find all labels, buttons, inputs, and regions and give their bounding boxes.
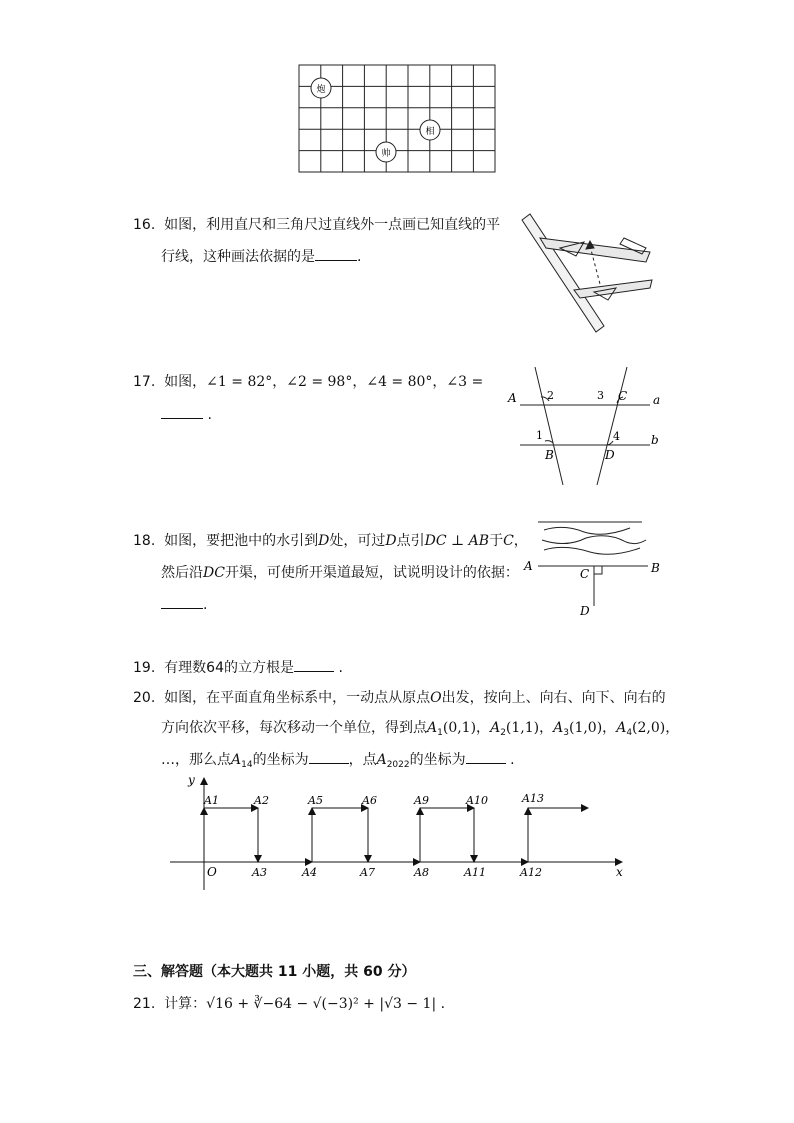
pond-canal-figure — [522, 516, 670, 621]
svg-text:D: D — [605, 448, 615, 462]
svg-text:O: O — [207, 865, 217, 879]
parallel-lines-figure — [505, 365, 670, 490]
svg-text:A: A — [524, 559, 533, 573]
svg-text:A8: A8 — [414, 866, 429, 879]
q20-line1: 20. 如图，在平面直角坐标系中，一动点从原点O出发，按向上、向右、向下、向右的 — [133, 690, 666, 706]
svg-text:B: B — [651, 561, 660, 575]
chess-piece-pao — [311, 78, 331, 98]
q18-answer-blank[interactable] — [161, 594, 203, 609]
svg-text:帅: 帅 — [381, 149, 391, 159]
svg-text:A: A — [508, 391, 517, 405]
svg-text:C: C — [618, 389, 628, 403]
q20-answer-blank-2[interactable] — [466, 749, 506, 764]
q21-line: 21. 计算：√16 + ∛−64 − √(−3)² + |√3 − 1| . — [133, 996, 446, 1012]
svg-text:1: 1 — [536, 429, 543, 442]
q19-number: 19. — [133, 660, 156, 676]
q18-line2: 然后沿DC开渠，可使所开渠道最短，试说明设计的依据： — [161, 565, 519, 581]
svg-text:相: 相 — [425, 127, 435, 137]
svg-text:A10: A10 — [466, 794, 488, 807]
q17-line1: 17. 如图，∠1 = 82°，∠2 = 98°，∠4 = 80°，∠3 = — [133, 374, 484, 390]
coordinate-path-figure — [170, 770, 630, 895]
q18-line1: 18. 如图，要把池中的水引到D处，可过D点引DC ⊥ AB于C， — [133, 533, 528, 549]
q19-answer-blank[interactable] — [294, 657, 334, 672]
svg-text:y: y — [188, 773, 195, 787]
svg-text:x: x — [616, 865, 623, 879]
ruler-triangle-figure — [520, 208, 660, 338]
q17-answer-blank[interactable] — [161, 404, 203, 419]
svg-text:A3: A3 — [252, 866, 267, 879]
svg-text:3: 3 — [597, 389, 604, 402]
svg-text:C: C — [580, 567, 590, 581]
svg-text:A1: A1 — [204, 794, 219, 807]
q18-number: 18. — [133, 533, 156, 549]
q16-number: 16. — [133, 217, 156, 233]
svg-text:A2: A2 — [254, 794, 269, 807]
q19-line: 19. 有理数64的立方根是 . — [133, 657, 343, 678]
bottom-point-labels — [251, 866, 542, 879]
q18-line3: . — [161, 594, 207, 615]
svg-text:A13: A13 — [522, 792, 544, 805]
svg-text:A11: A11 — [464, 866, 486, 879]
svg-text:D: D — [580, 604, 590, 618]
q20-number: 20. — [133, 690, 156, 706]
svg-text:2: 2 — [547, 389, 554, 402]
q16-answer-blank[interactable] — [315, 246, 357, 261]
q17-line2: . — [161, 404, 212, 425]
top-point-labels — [203, 792, 544, 807]
svg-text:A7: A7 — [360, 866, 375, 879]
svg-text:4: 4 — [613, 430, 620, 443]
q20-answer-blank-1[interactable] — [309, 749, 349, 764]
svg-text:炮: 炮 — [316, 85, 326, 95]
q16-line2: 行线，这种画法依据的是 . — [161, 246, 361, 267]
q17-number: 17. — [133, 374, 156, 390]
svg-text:A12: A12 — [520, 866, 542, 879]
svg-text:A6: A6 — [362, 794, 377, 807]
svg-text:a: a — [653, 393, 661, 407]
svg-text:A4: A4 — [302, 866, 317, 879]
section3-title: 三、解答题（本大题共 11 小题，共 60 分） — [133, 964, 416, 980]
q20-line3: …，那么点$A_{14}$的坐标为 ，点$A_{2022}$的坐标为 . — [161, 749, 515, 775]
chess-board-figure — [298, 64, 498, 174]
svg-text:A5: A5 — [308, 794, 323, 807]
q16-line1: 16. 如图，利用直尺和三角尺过直线外一点画已知直线的平 — [133, 217, 501, 233]
svg-text:A9: A9 — [414, 794, 429, 807]
chess-piece-xiang — [420, 120, 440, 140]
svg-text:B: B — [545, 448, 554, 462]
q21-expression: √16 + ∛−64 − √(−3)² + |√3 − 1| . — [206, 996, 446, 1012]
svg-text:b: b — [651, 433, 659, 447]
q20-line2: 方向依次平移，每次移动一个单位，得到点$A_1(0,1)$，$A_2(1,1)$，$A_3(1,0)$，$A_4(2,0)$， — [161, 720, 680, 738]
chess-piece-shuai — [376, 142, 396, 162]
q21-number: 21. — [133, 996, 156, 1012]
